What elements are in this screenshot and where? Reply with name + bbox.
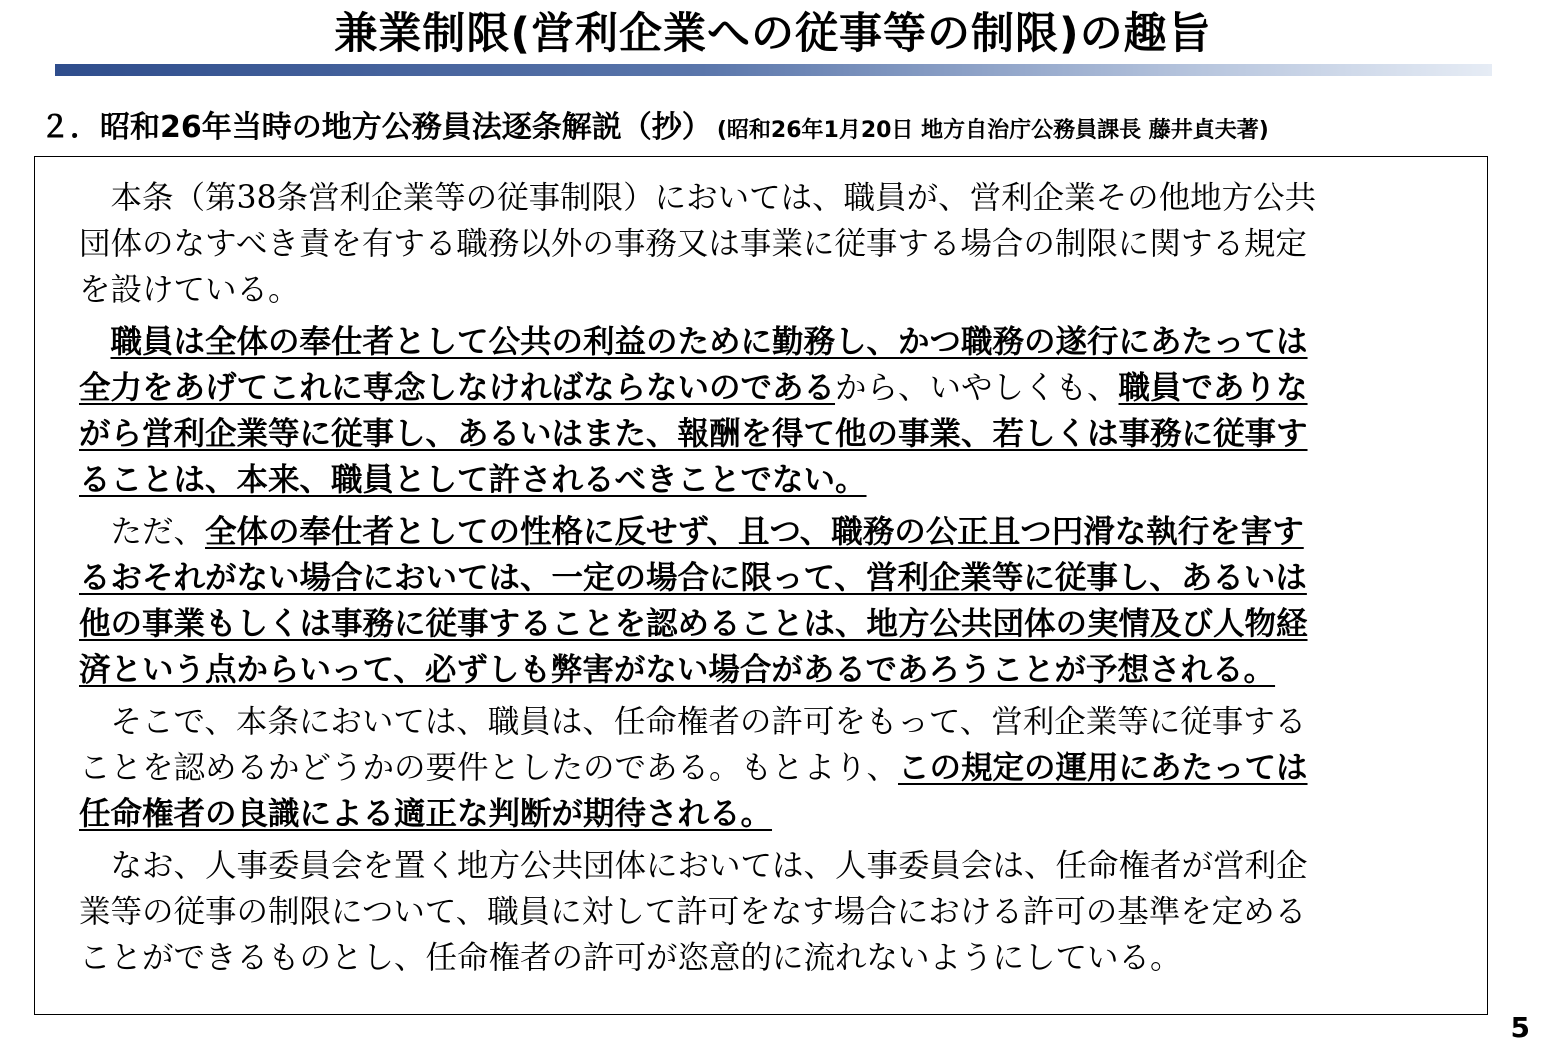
commentary-paragraph bbox=[79, 319, 1491, 503]
body-text: 本条（第38条営利企業等の従事制限）においては、職員が、営利企業その他地方公共 bbox=[79, 180, 1317, 216]
text-line bbox=[79, 555, 1491, 601]
body-text: ただ、 bbox=[79, 514, 206, 550]
text-line bbox=[79, 699, 1491, 745]
underlined-emphasis-text: 全体の奉仕者としての性格に反せず、且つ、職務の公正且つ円滑な執行を害す bbox=[205, 514, 1304, 550]
underlined-emphasis-text: るおそれがない場合においては、一定の場合に限って、営利企業等に従事し、あるいは bbox=[79, 560, 1307, 596]
text-line bbox=[79, 601, 1491, 647]
body-text bbox=[79, 324, 111, 360]
body-text: 団体のなすべき責を有する職務以外の事務又は事業に従事する場合の制限に関する規定 bbox=[79, 226, 1307, 262]
commentary-paragraph bbox=[79, 699, 1491, 837]
commentary-paragraph bbox=[79, 843, 1491, 981]
text-line bbox=[79, 175, 1491, 221]
underlined-emphasis-text: この規定の運用にあたっては bbox=[898, 750, 1308, 786]
text-line bbox=[79, 509, 1491, 555]
text-line bbox=[79, 745, 1491, 791]
underlined-emphasis-text: がら営利企業等に従事し、あるいはまた、報酬を得て他の事業、若しくは事務に従事す bbox=[79, 416, 1308, 452]
page-number: 5 bbox=[1510, 1011, 1530, 1044]
text-line bbox=[79, 889, 1491, 935]
underlined-emphasis-text: 任命権者の良識による適正な判断が期待される。 bbox=[79, 796, 773, 832]
text-line bbox=[79, 365, 1491, 411]
commentary-paragraph bbox=[79, 175, 1491, 313]
text-line bbox=[79, 221, 1491, 267]
section-heading-main: ２．昭和26年当時の地方公務員法逐条解説（抄） bbox=[40, 110, 712, 145]
body-text: ことができるものとし、任命権者の許可が恣意的に流れないようにしている。 bbox=[79, 940, 1182, 976]
section-heading bbox=[40, 108, 1540, 148]
underlined-emphasis-text: 職員は全体の奉仕者として公共の利益のために勤務し、かつ職務の遂行にあたっては bbox=[110, 324, 1308, 360]
text-line bbox=[79, 457, 1491, 503]
section-heading-source: (昭和26年1月20日 地方自治庁公務員課長 藤井貞夫著) bbox=[716, 118, 1269, 143]
body-text: なお、人事委員会を置く地方公共団体においては、人事委員会は、任命権者が営利企 bbox=[79, 848, 1308, 884]
underlined-emphasis-text: 他の事業もしくは事務に従事することを認めることは、地方公共団体の実情及び人物経 bbox=[79, 606, 1308, 642]
text-line bbox=[79, 843, 1491, 889]
underlined-emphasis-text: ることは、本来、職員として許されるべきことでない。 bbox=[79, 462, 867, 498]
title-underline-bar bbox=[55, 64, 1492, 76]
underlined-emphasis-text: 全力をあげてこれに専念しなければならないのである bbox=[79, 370, 836, 406]
commentary-box bbox=[34, 156, 1488, 1015]
body-text: から、いやしくも、 bbox=[835, 370, 1119, 406]
body-text: そこで、本条においては、職員は、任命権者の許可をもって、営利企業等に従事する bbox=[79, 704, 1307, 740]
body-text: を設けている。 bbox=[79, 272, 300, 308]
underlined-emphasis-text: 職員でありな bbox=[1118, 370, 1308, 406]
page-title: 兼業制限(営利企業への従事等の制限)の趣旨 bbox=[334, 9, 1212, 59]
text-line bbox=[79, 791, 1491, 837]
body-text: 業等の従事の制限について、職員に対して許可をなす場合における許可の基準を定める bbox=[79, 894, 1307, 930]
text-line bbox=[79, 319, 1491, 365]
body-text: ことを認めるかどうかの要件としたのである。もとより、 bbox=[79, 750, 899, 786]
commentary-paragraph bbox=[79, 509, 1491, 693]
underlined-emphasis-text: 済という点からいって、必ずしも弊害がない場合があるであろうことが予想される。 bbox=[79, 652, 1276, 688]
text-line bbox=[79, 935, 1491, 981]
text-line bbox=[79, 267, 1491, 313]
text-line bbox=[79, 411, 1491, 457]
text-line bbox=[79, 647, 1491, 693]
